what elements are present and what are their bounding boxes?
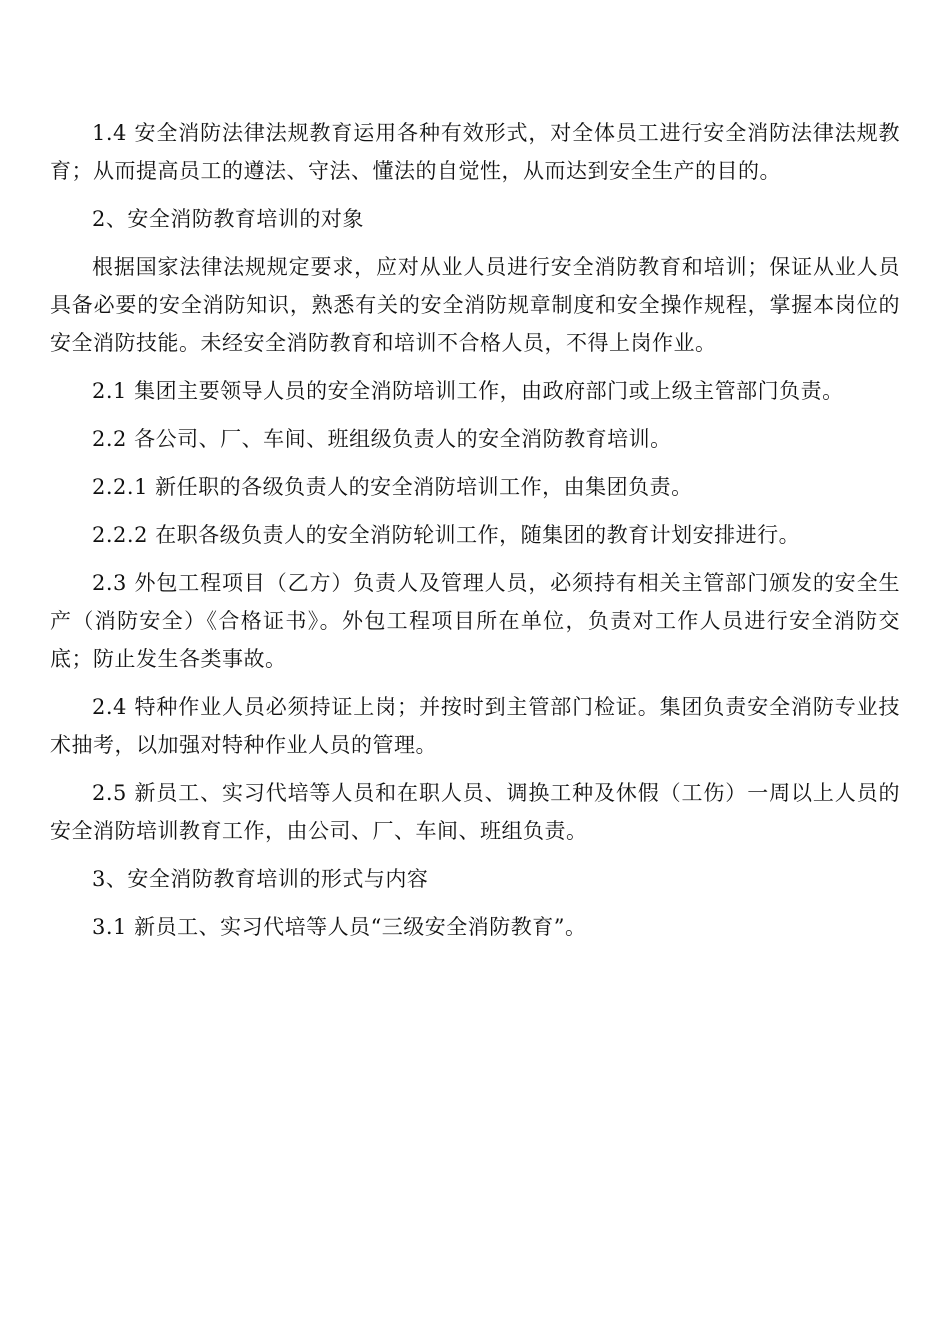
heading-3-training-forms: 3、安全消防教育培训的形式与内容 [92,867,429,891]
paragraph-2-4-special-workers: 2.4 特种作业人员必须持证上岗；并按时到主管部门检证。集团负责安全消防专业技术抽考，以加强对特种作业人员的管理。 [50,695,900,757]
paragraph-training-requirements: 根据国家法律法规规定要求，应对从业人员进行安全消防教育和培训；保证从业人员具备必要的安全消防知识，熟悉有关的安全消防规章制度和安全操作规程，掌握本岗位的安全消防技能。未经安全消防教育和培训不合格人员，不得上岗作业。 [50,255,900,355]
paragraph-2-1-leaders: 2.1 集团主要领导人员的安全消防培训工作，由政府部门或上级主管部门负责。 [92,379,844,403]
paragraph-2-5-new-staff: 2.5 新员工、实习代培等人员和在职人员、调换工种及休假（工伤）一周以上人员的安全消防培训教育工作，由公司、厂、车间、班组负责。 [50,781,900,843]
paragraph-2-3-contractors: 2.3 外包工程项目（乙方）负责人及管理人员，必须持有相关主管部门颁发的安全生产（消防安全）《合格证书》。外包工程项目所在单位，负责对工作人员进行安全消防交底；防止发生各类事故。 [50,571,900,671]
paragraph-3-1-three-level: 3.1 新员工、实习代培等人员“三级安全消防教育”。 [92,915,587,939]
heading-2-training-targets: 2、安全消防教育培训的对象 [92,207,364,231]
document-page [50,114,900,946]
paragraph-1-4-legal-education: 1.4 安全消防法律法规教育运用各种有效形式，对全体员工进行安全消防法律法规教育；从而提高员工的遵法、守法、懂法的自觉性，从而达到安全生产的目的。 [50,121,900,183]
paragraph-2-2-unit-heads: 2.2 各公司、厂、车间、班组级负责人的安全消防教育培训。 [92,427,672,451]
paragraph-2-2-1-new-heads: 2.2.1 新任职的各级负责人的安全消防培训工作，由集团负责。 [92,475,693,499]
paragraph-2-2-2-current-heads: 2.2.2 在职各级负责人的安全消防轮训工作，随集团的教育计划安排进行。 [92,523,801,547]
